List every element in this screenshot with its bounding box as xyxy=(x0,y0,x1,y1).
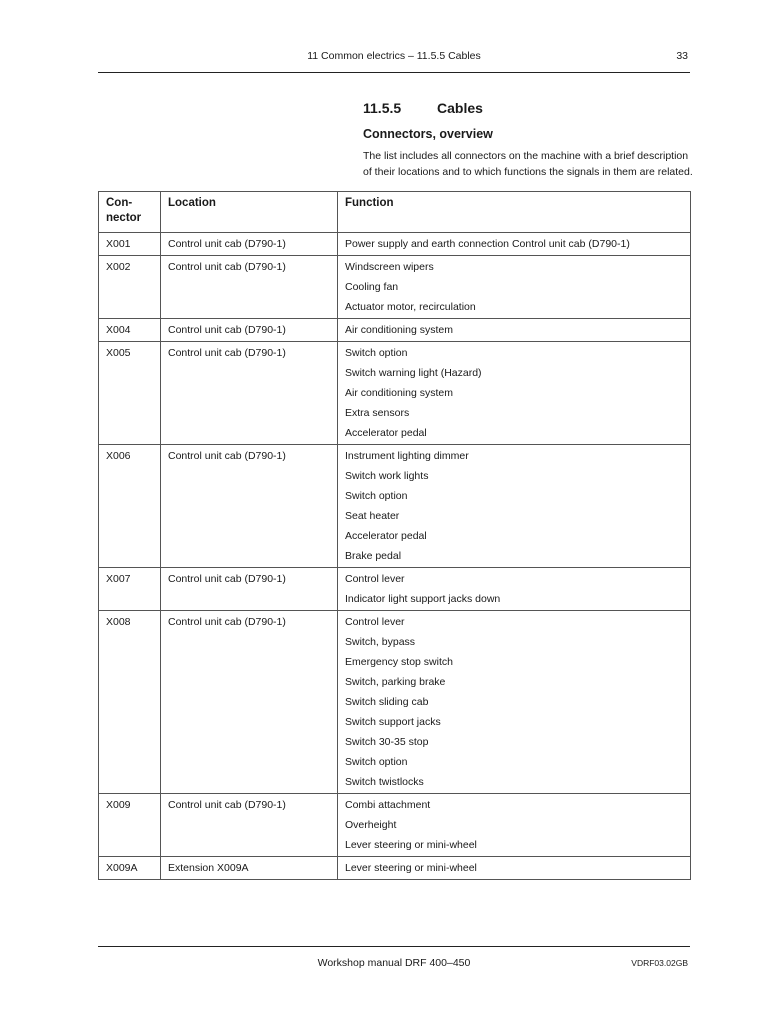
section-heading xyxy=(363,100,483,116)
table-row xyxy=(99,611,691,794)
function-item: Lever steering or mini-wheel xyxy=(345,839,477,851)
header-location: Location xyxy=(161,192,338,233)
location-cell: Control unit cab (D790-1) xyxy=(161,445,338,568)
function-item: Instrument lighting dimmer xyxy=(345,450,469,462)
function-cell xyxy=(338,794,691,857)
connector-cell: X007 xyxy=(99,568,161,611)
connector-cell: X001 xyxy=(99,233,161,256)
function-item: Overheight xyxy=(345,819,397,831)
section-number: 11.5.5 xyxy=(363,100,402,116)
connector-cell: X008 xyxy=(99,611,161,794)
page-footer xyxy=(98,946,690,977)
function-cell xyxy=(338,233,691,256)
header-title: 11 Common electrics – 11.5.5 Cables xyxy=(307,50,481,62)
footer-code: VDRF03.02GB xyxy=(631,958,688,968)
intro-paragraph: The list includes all connectors on the machine with a brief description of their locations and to which functions the signals in them are related. xyxy=(363,150,693,178)
table-row xyxy=(99,794,691,857)
function-item: Accelerator pedal xyxy=(345,427,427,439)
location-cell: Control unit cab (D790-1) xyxy=(161,233,338,256)
function-cell xyxy=(338,857,691,880)
function-item: Emergency stop switch xyxy=(345,656,453,668)
function-item: Lever steering or mini-wheel xyxy=(345,862,477,874)
table-row xyxy=(99,256,691,319)
connector-cell: X009A xyxy=(99,857,161,880)
location-cell: Control unit cab (D790-1) xyxy=(161,794,338,857)
function-item: Switch, parking brake xyxy=(345,676,446,688)
function-cell xyxy=(338,256,691,319)
function-cell xyxy=(338,319,691,342)
subsection-heading: Connectors, overview xyxy=(363,127,493,141)
table-row xyxy=(99,857,691,880)
header-connector xyxy=(99,192,161,233)
table-header-row xyxy=(99,192,691,233)
connector-cell: X006 xyxy=(99,445,161,568)
function-item: Cooling fan xyxy=(345,281,399,293)
function-item: Switch twistlocks xyxy=(345,776,424,788)
connector-cell: X009 xyxy=(99,794,161,857)
location-cell: Control unit cab (D790-1) xyxy=(161,256,338,319)
location-cell: Control unit cab (D790-1) xyxy=(161,611,338,794)
connector-cell: X005 xyxy=(99,342,161,445)
function-item: Control lever xyxy=(345,573,405,585)
connector-cell: X004 xyxy=(99,319,161,342)
location-cell: Control unit cab (D790-1) xyxy=(161,319,338,342)
function-item: Switch, bypass xyxy=(345,636,416,648)
page-number: 33 xyxy=(676,50,688,62)
function-item: Switch work lights xyxy=(345,470,429,482)
connector-table xyxy=(98,191,691,880)
function-item: Switch option xyxy=(345,756,408,768)
function-item: Switch warning light (Hazard) xyxy=(345,367,482,379)
connector-cell: X002 xyxy=(99,256,161,319)
header-function: Function xyxy=(338,192,691,233)
function-item: Seat heater xyxy=(345,510,400,522)
location-cell: Control unit cab (D790-1) xyxy=(161,568,338,611)
function-item: Switch option xyxy=(345,347,408,359)
function-item: Indicator light support jacks down xyxy=(345,593,501,605)
table-row xyxy=(99,233,691,256)
function-item: Extra sensors xyxy=(345,407,410,419)
section-title: Cables xyxy=(437,100,483,116)
function-item: Air conditioning system xyxy=(345,387,453,399)
table-row xyxy=(99,445,691,568)
function-item: Power supply and earth connection Control unit cab (D790-1) xyxy=(345,238,630,250)
page-header xyxy=(98,50,690,73)
function-item: Switch support jacks xyxy=(345,716,441,728)
function-item: Combi attachment xyxy=(345,799,431,811)
function-item: Accelerator pedal xyxy=(345,530,427,542)
location-cell: Extension X009A xyxy=(161,857,338,880)
table-body xyxy=(99,233,691,880)
function-item: Switch option xyxy=(345,490,408,502)
function-item: Switch sliding cab xyxy=(345,696,429,708)
function-item: Air conditioning system xyxy=(345,324,453,336)
footer-title: Workshop manual DRF 400–450 xyxy=(317,957,471,969)
table-row xyxy=(99,319,691,342)
header-connector-label: Con- nector xyxy=(106,197,142,224)
function-item: Switch 30-35 stop xyxy=(345,736,429,748)
location-cell: Control unit cab (D790-1) xyxy=(161,342,338,445)
function-item: Brake pedal xyxy=(345,550,402,562)
function-cell xyxy=(338,611,691,794)
function-cell xyxy=(338,568,691,611)
function-cell xyxy=(338,445,691,568)
function-cell xyxy=(338,342,691,445)
table-row xyxy=(99,568,691,611)
function-item: Windscreen wipers xyxy=(345,261,434,273)
table-row xyxy=(99,342,691,445)
function-item: Control lever xyxy=(345,616,405,628)
function-item: Actuator motor, recirculation xyxy=(345,301,476,313)
